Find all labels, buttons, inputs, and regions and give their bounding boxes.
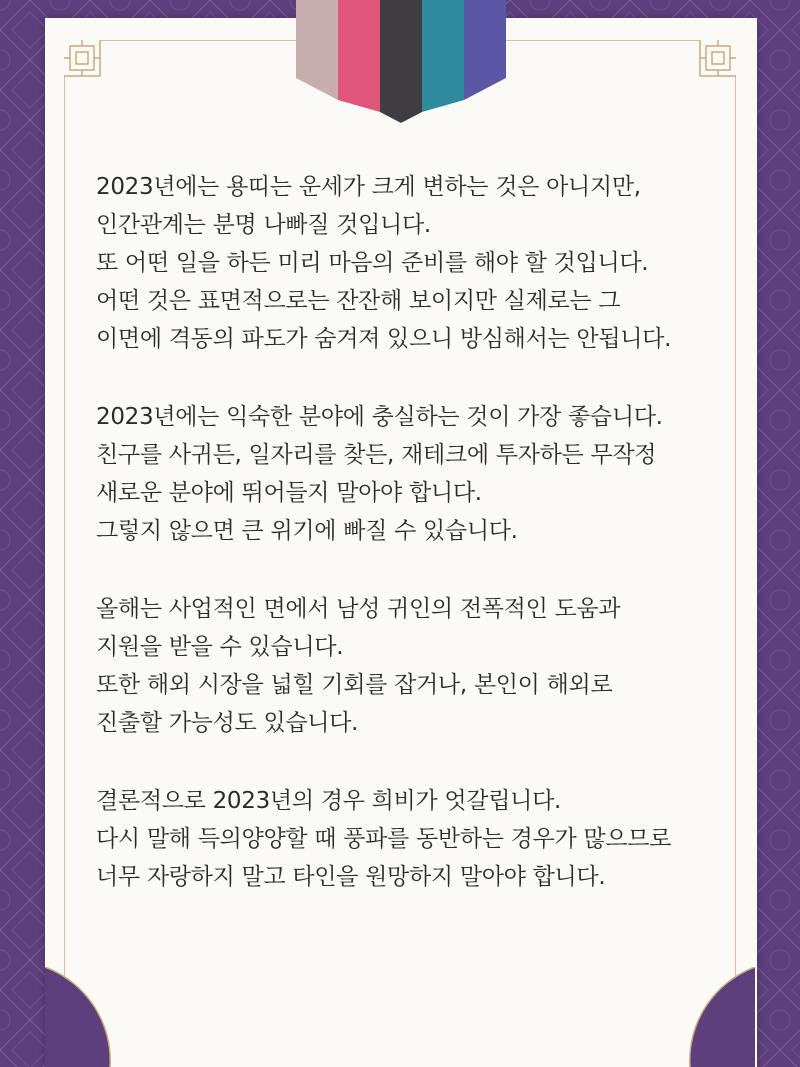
text-line: 그렇지 않으면 큰 위기에 빠질 수 있습니다. — [96, 518, 518, 544]
text-line: 이면에 격동의 파도가 숨겨져 있으니 방심해서는 안됩니다. — [96, 326, 672, 352]
text-line: 올해는 사업적인 면에서 남성 귀인의 전폭적인 도움과 — [96, 596, 621, 622]
fortune-text — [96, 168, 736, 936]
text-line: 또한 해외 시장을 넓힐 기회를 잡거나, 본인이 해외로 — [96, 672, 613, 698]
text-line: 진출할 가능성도 있습니다. — [96, 710, 359, 736]
text-line: 지원을 받을 수 있습니다. — [96, 634, 344, 660]
text-line: 결론적으로 2023년의 경우 희비가 엇갈립니다. — [96, 788, 561, 814]
text-line: 2023년에는 용띠는 운세가 크게 변하는 것은 아니지만, — [96, 174, 641, 200]
bottom-corner-arcs — [0, 967, 800, 1067]
paragraph-4 — [96, 782, 736, 896]
text-line: 친구를 사귀든, 일자리를 찾든, 재테크에 투자하든 무작정 — [96, 442, 657, 468]
text-line: 새로운 분야에 뛰어들지 말아야 합니다. — [96, 480, 482, 506]
corner-knot-icon — [700, 40, 736, 76]
paragraph-2 — [96, 398, 736, 550]
text-line: 또 어떤 일을 하든 미리 마음의 준비를 해야 할 것입니다. — [96, 250, 649, 276]
text-line: 인간관계는 분명 나빠질 것입니다. — [96, 212, 431, 238]
text-line: 2023년에는 익숙한 분야에 충실하는 것이 가장 좋습니다. — [96, 404, 663, 430]
paragraph-1 — [96, 168, 736, 358]
corner-knot-icon — [64, 40, 100, 76]
text-line: 너무 자랑하지 말고 타인을 원망하지 말아야 합니다. — [96, 864, 606, 890]
text-line: 다시 말해 득의양양할 때 풍파를 동반하는 경우가 많으므로 — [96, 826, 672, 852]
paragraph-3 — [96, 590, 736, 742]
text-line: 어떤 것은 표면적으로는 잔잔해 보이지만 실제로는 그 — [96, 288, 621, 314]
color-ribbon-banner — [296, 0, 506, 125]
